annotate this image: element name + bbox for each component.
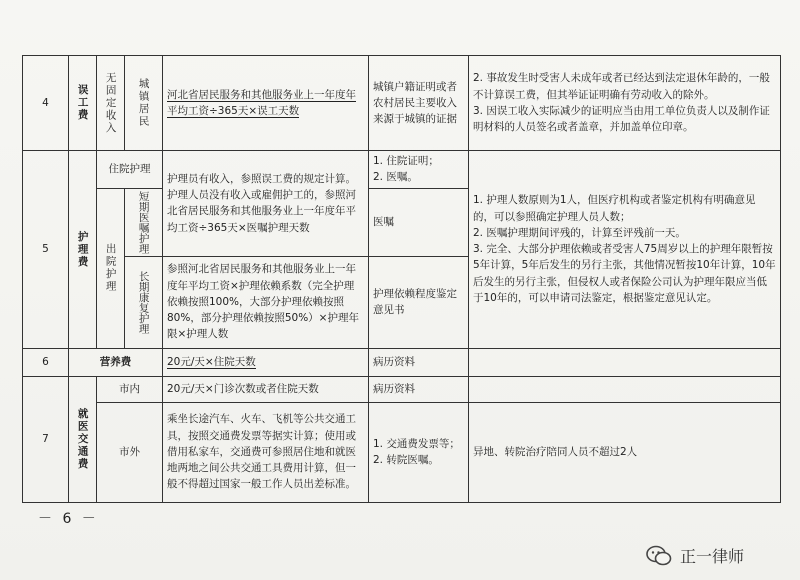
table-row [23,56,781,151]
sub-category: 住院护理 [97,151,163,189]
watermark-text: 正一律师 [680,547,745,566]
notes-cell [469,376,781,402]
item-name: 就医交通费 [76,407,89,471]
row-number: 6 [23,348,69,376]
row-number: 4 [23,56,69,151]
standard-cell: 乘坐长途汽车、火车、飞机等公共交通工具，按照交通费发票等据实计算；使用或借用私家车，交通费可参照居住地和就医地两地之间公共交通工具费用计算，但一般不得超过国家一般工作人员出差标准。 [163,402,369,502]
evidence-cell: 病历资料 [369,348,469,376]
row-number: 7 [23,376,69,502]
evidence-cell: 城镇户籍证明或者农村居民主要收入来源于城镇的证据 [369,56,469,151]
evidence-cell: 病历资料 [369,376,469,402]
notes-cell [469,348,781,376]
wechat-icon [646,545,672,567]
standard-cell [163,348,369,376]
evidence-line: 1. 住院证明； [373,155,439,167]
item-name: 护理费 [76,230,89,269]
sub-category-2: 长期康复护理 [137,270,150,334]
sub-category: 出院护理 [104,243,117,294]
watermark [646,544,744,567]
sub-category: 市内 [97,376,163,402]
evidence-cell: 护理依赖程度鉴定意见书 [369,256,469,348]
page-number: － 6 － [38,511,99,527]
note-item: 3. 完全、大部分护理依赖或者受害人75周岁以上的护理年限暂按5年计算，5年后发生的另行主张，其他情况暂按10年计算，10年后发生的另行主张，但侵权人或者保险公司认为护理年限应当低于10年的，可以申请司法鉴定，根据鉴定意见认定。 [473,243,776,304]
evidence-cell [369,151,469,189]
item-name: 误工费 [76,84,89,122]
standard-cell [163,56,369,151]
table-row [23,348,781,376]
sub-category: 市外 [97,402,163,502]
evidence-line: 2. 转院医嘱。 [373,454,439,467]
table-row [23,151,781,189]
notes-cell: 异地、转院治疗陪同人员不超过2人 [469,402,781,502]
table-row [23,376,781,402]
notes-cell [469,56,781,151]
evidence-cell [369,402,469,502]
note-item: 3. 因误工收入实际减少的证明应当由用工单位负责人以及制作证明材料的人员签名或者盖章，并加盖单位印章。 [473,105,770,134]
evidence-line: 1. 交通费发票等； [373,437,460,450]
sub-category-2: 城镇居民 [137,78,150,128]
sub-category: 无固定收入 [104,71,117,135]
note-item: 1. 护理人数原则为1人，但医疗机构或者鉴定机构有明确意见的，可以参照确定护理人员人数； [473,194,756,223]
standard-cell: 20元/天×门诊次数或者住院天数 [163,376,369,402]
evidence-line: 2. 医嘱。 [373,171,418,184]
standard-text: 20元/天×住院天数 [167,355,256,368]
standard-text: 河北省居民服务和其他服务业上一年度年平均工资÷365天×误工天数 [167,88,356,117]
note-item: 2. 医嘱护理期间评残的，计算至评残前一天。 [473,226,686,239]
row-number: 5 [23,151,69,349]
standard-cell: 参照河北省居民服务和其他服务业上一年度年平均工资×护理依赖系数（完全护理依赖按照100%，大部分护理依赖按照80%，部分护理依赖按照50%）×护理年限×护理人数 [163,256,369,348]
compensation-table [22,55,781,503]
evidence-cell: 医嘱 [369,188,469,256]
table-row [23,402,781,502]
notes-cell [469,151,781,349]
standard-cell: 护理员有收入，参照误工费的规定计算。护理人员没有收入或雇佣护工的，参照河北省居民服务和其他服务业上一年度年平均工资÷365天×医嘱护理天数 [163,151,369,257]
note-item: 2. 事故发生时受害人未成年或者已经达到法定退休年龄的，一般不计算误工费，但其举证证明确有劳动收入的除外。 [473,72,770,101]
item-name: 营养费 [69,348,163,376]
sub-category-2: 短期医嘱护理 [137,190,150,254]
